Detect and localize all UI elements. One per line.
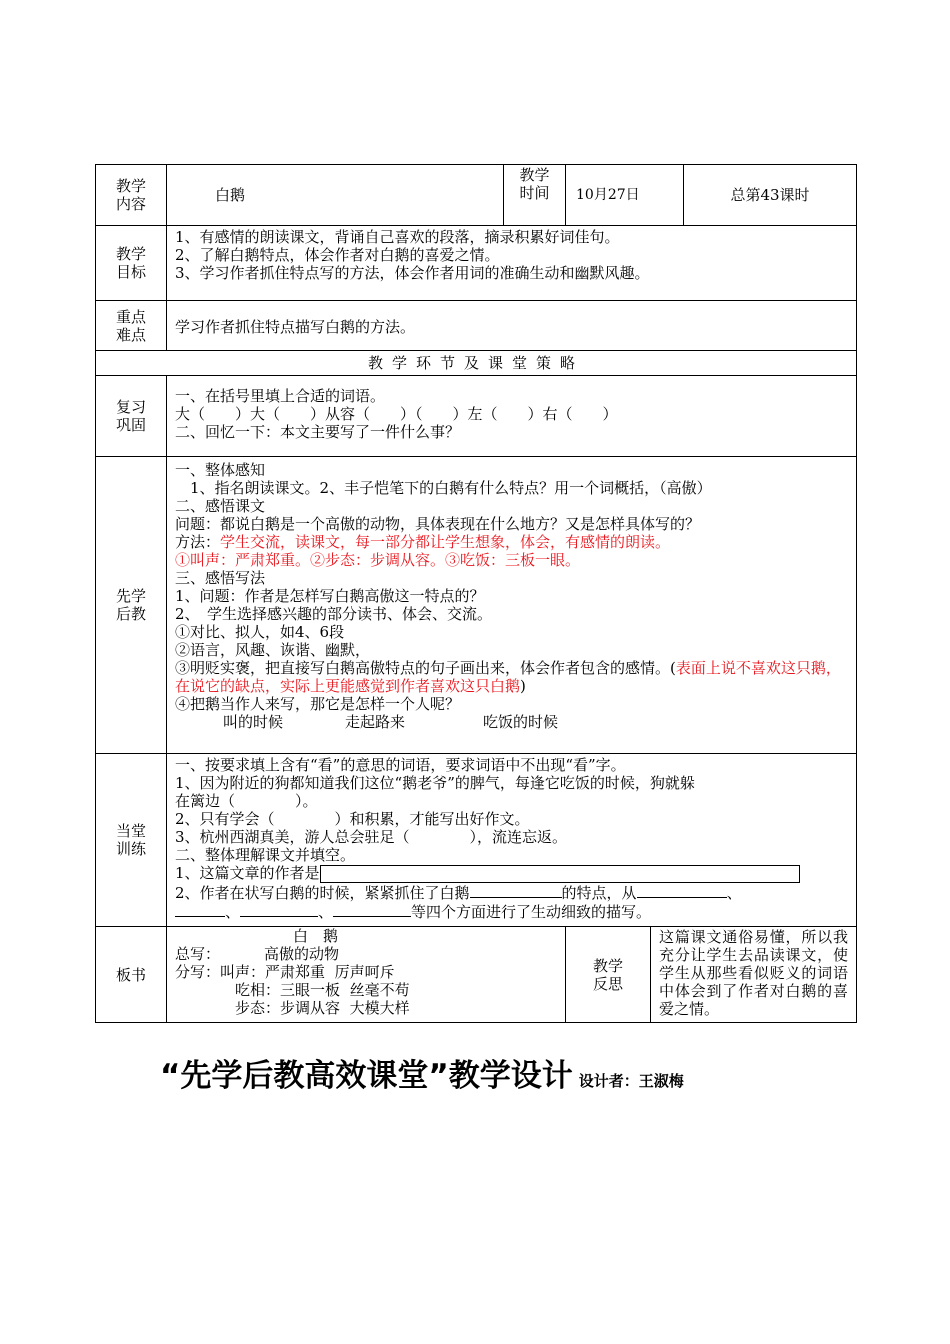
- key-points-label: 重点 难点: [96, 301, 167, 351]
- content-label: 教学 内容: [96, 165, 167, 226]
- review-label: 复习 巩固: [96, 376, 167, 457]
- lesson-title: 白鹅: [167, 165, 504, 226]
- board-content: 白 鹅 总写： 高傲的动物 分写：叫声：严肃郑重 厉声呵斥 吃相：三眼一板 丝毫不苟 步态：步调从容 大模大样: [167, 927, 566, 1023]
- goals-content: [167, 226, 857, 301]
- key-points-row: [96, 301, 857, 351]
- lesson-plan-table: [95, 164, 857, 1023]
- practice-row: [96, 754, 857, 927]
- lesson-date: 10月27日: [566, 165, 684, 226]
- teach-row: [96, 457, 857, 754]
- board-label: 板书: [96, 927, 167, 1023]
- footer-title: “先学后教高效课堂”教学设计 设计者：王淑梅: [160, 1058, 684, 1094]
- practice-label: 当堂 训练: [96, 754, 167, 927]
- aspect-blank[interactable]: [637, 883, 727, 898]
- goals-row: [96, 226, 857, 301]
- lesson-count: 总第43课时: [684, 165, 857, 226]
- section-title-row: [96, 351, 857, 376]
- goal-item: 1、有感情的朗读课文，背诵自己喜欢的段落，摘录积累好词佳句。: [175, 228, 620, 246]
- reflection-content: 这篇课文通俗易懂，所以我充分让学生去品读课文，使学生从那些看似贬义的词语中体会到了作者对白鹅的喜爱之情。: [651, 927, 857, 1023]
- review-content: 一、在括号里填上合适的词语。 大（ ）大（ ）从容（ ）（ ）左（ ）右（ ） 二、回忆一下：本文主要写了一件什么事？: [167, 376, 857, 457]
- practice-content: 一、按要求填上含有“看”的意思的词语，要求词语中不出现“看”字。 1、因为附近的狗都知道我们这位“鹅老爷”的脾气，每逢它吃饭的时候，狗就躲 在篱边（ ）。 2、只有学会（ ）和积累，才能写出好作文。 3、杭州西湖真美，游人总会驻足（ ），流连忘返。 二、整体理解课文并填空。 1、这篇文章的作者是 2、作者在状写白鹅的时候，紧紧抓住了白鹅 的特点，从 、 、 、 等四个方面进行了生动细致的描写。: [167, 754, 857, 927]
- teach-content: 一、整体感知 1、指名朗读课文。2、丰子恺笔下的白鹅有什么特点？用一个词概括，（高傲） 二、感悟课文 问题：都说白鹅是一个高傲的动物，具体表现在什么地方？又是怎样具体写的？ 方法：学生交流，读课文，每一部分都让学生想象，体会，有感情的朗读。 ①叫声：严肃郑重。②步态：步调从容。③吃饭：三板一眼。 三、感悟写法 1、问题：作者是怎样写白鹅高傲这一特点的？ 2、 学生选择感兴趣的部分读书、体会、交流。 ①对比、拟人，如4、6段 ②语言，风趣、诙谐、幽默， ③明贬实褒，把直接写白鹅高傲特点的句子画出来，体会作者包含的感情。(表面上说不喜欢这只鹅，在说它的缺点，实际上更能感觉到作者喜欢这只白鹅) ④把鹅当作人来写，那它是怎样一个人呢？ 叫的时候 走起路来 吃饭的时候: [167, 457, 857, 754]
- review-row: [96, 376, 857, 457]
- time-label: 教学 时间: [504, 165, 566, 226]
- goal-item: 2、了解白鹅特点，体会作者对白鹅的喜爱之情。: [175, 246, 500, 264]
- reflection-label: 教学 反思: [566, 927, 651, 1023]
- header-row: [96, 165, 857, 226]
- designer-credit: 设计者：王淑梅: [578, 1072, 684, 1090]
- board-row: [96, 927, 857, 1023]
- author-answer-box[interactable]: [320, 865, 800, 883]
- feature-blank[interactable]: [470, 883, 562, 898]
- section-title: 教学环节及课堂策略: [96, 351, 857, 376]
- goal-item: 3、学习作者抓住特点写的方法，体会作者用词的准确生动和幽默风趣。: [175, 264, 650, 282]
- goals-label: 教学 目标: [96, 226, 167, 301]
- key-points-content: 学习作者抓住特点描写白鹅的方法。: [167, 301, 857, 351]
- teach-label: 先学 后教: [96, 457, 167, 754]
